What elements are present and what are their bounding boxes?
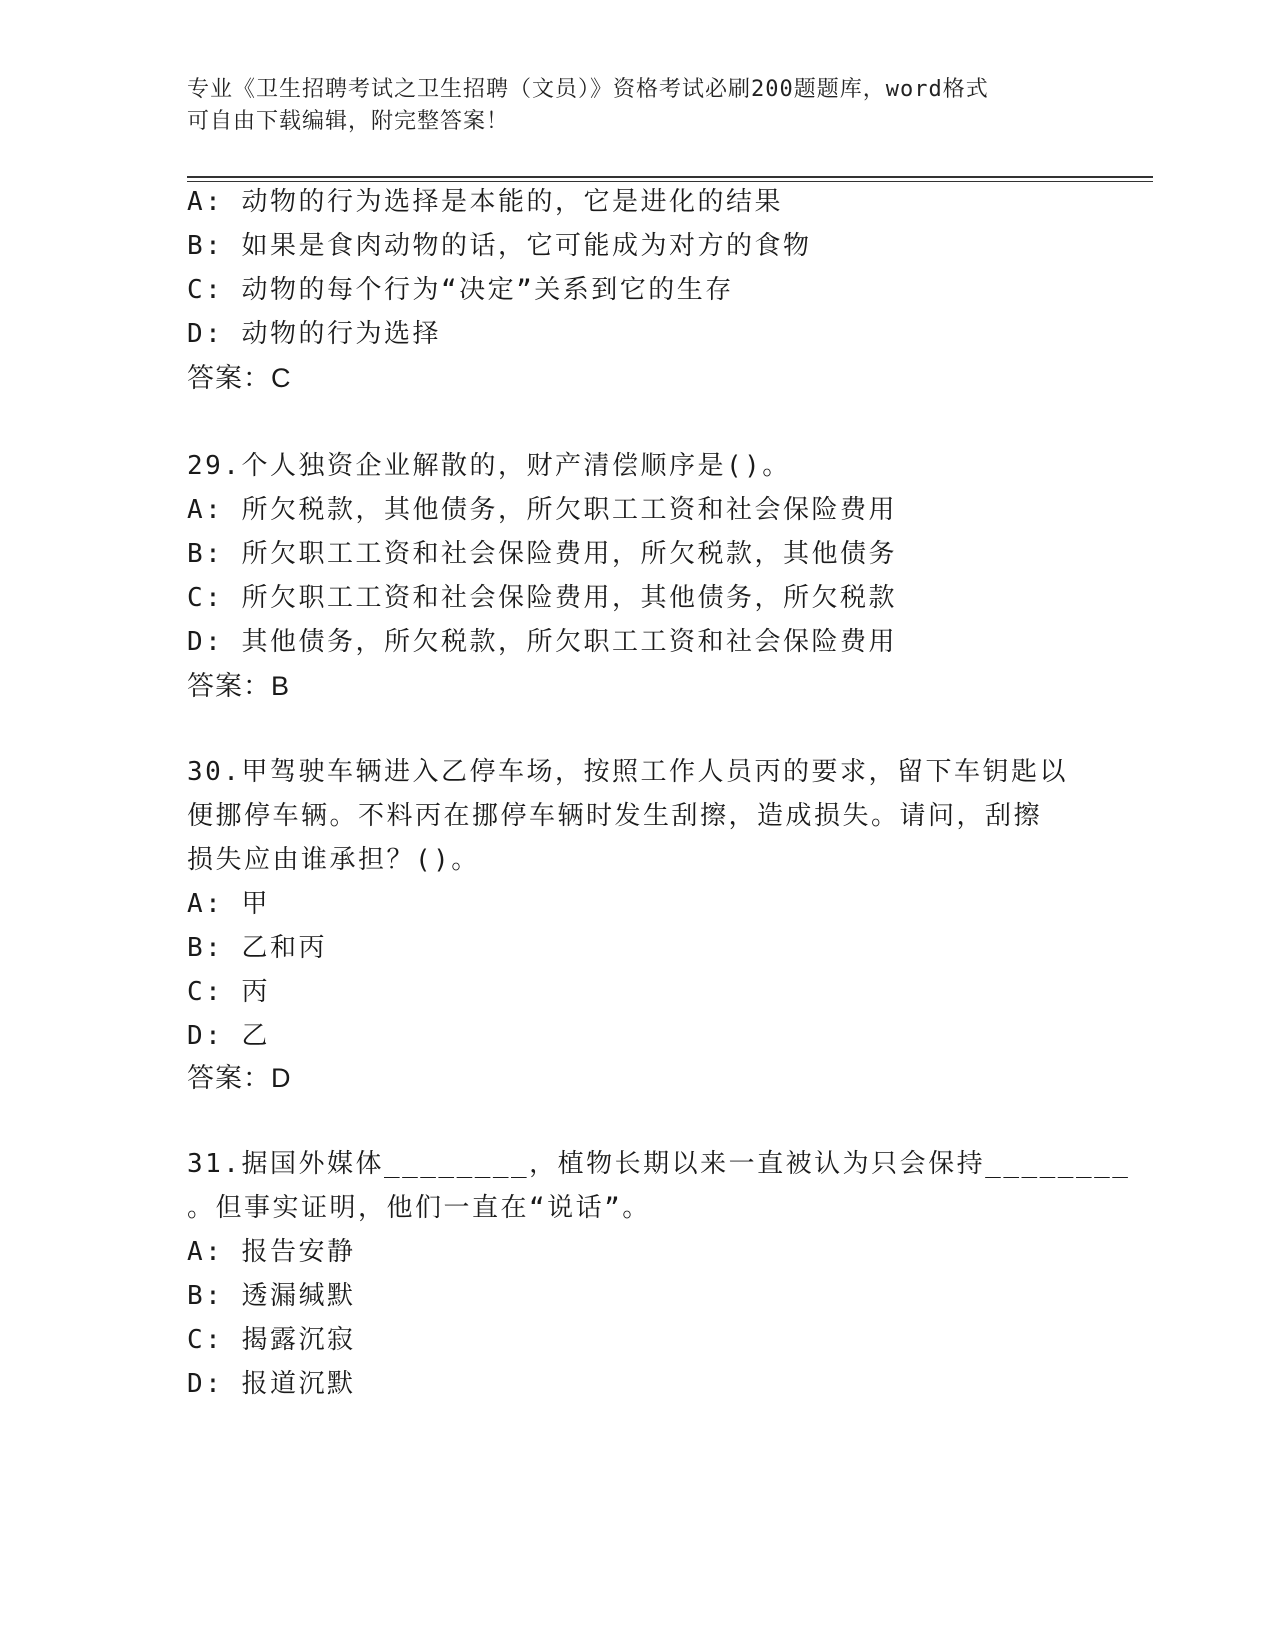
q31-option-c: C: 揭露沉寂 [187,1325,356,1355]
q29-option-c: C: 所欠职工工资和社会保险费用，其他债务，所欠税款 [187,583,897,613]
q31-option-d: D: 报道沉默 [187,1369,356,1399]
q30-stem-line-2: 便挪停车辆。不料丙在挪停车辆时发生刮擦，造成损失。请问，刮擦 [187,801,1043,831]
q30-option-b: B: 乙和丙 [187,933,327,963]
q28-answer: 答案：C [187,363,292,393]
q30-stem-line-1: 30.甲驾驶车辆进入乙停车场，按照工作人员丙的要求，留下车钥匙以 [187,757,1068,787]
q29-answer: 答案：B [187,671,291,701]
q28-option-d: D: 动物的行为选择 [187,319,441,349]
q29-stem: 29.个人独资企业解散的，财产清偿顺序是()。 [187,451,791,481]
q31-option-a: A: 报告安静 [187,1237,356,1267]
q28-option-b: B: 如果是食肉动物的话，它可能成为对方的食物 [187,231,812,261]
q30-option-d: D: 乙 [187,1021,270,1051]
q30-option-c: C: 丙 [187,977,270,1007]
header-title-line-2: 可自由下载编辑，附完整答案！ [187,109,510,134]
q29-option-b: B: 所欠职工工资和社会保险费用，所欠税款，其他债务 [187,539,897,569]
q29-option-d: D: 其他债务，所欠税款，所欠职工工资和社会保险费用 [187,627,897,657]
header-divider-thick [187,176,1153,178]
header-title-line-1: 专业《卫生招聘考试之卫生招聘（文员）》资格考试必刷200题题库，word格式 [187,77,989,102]
q30-option-a: A: 甲 [187,889,270,919]
q31-stem-line-2: 。但事实证明，他们一直在“说话”。 [187,1193,651,1223]
document-header [187,74,1067,138]
q30-answer: 答案：D [187,1063,292,1093]
q30-stem-line-3: 损失应由谁承担？()。 [187,845,480,875]
q31-option-b: B: 透漏缄默 [187,1281,356,1311]
q29-option-a: A: 所欠税款，其他债务，所欠职工工资和社会保险费用 [187,495,897,525]
q28-option-c: C: 动物的每个行为“决定”关系到它的生存 [187,275,734,305]
q31-stem-line-1: 31.据国外媒体________，植物长期以来一直被认为只会保持________ [187,1149,1131,1179]
q28-option-a: A: 动物的行为选择是本能的，它是进化的结果 [187,187,783,217]
